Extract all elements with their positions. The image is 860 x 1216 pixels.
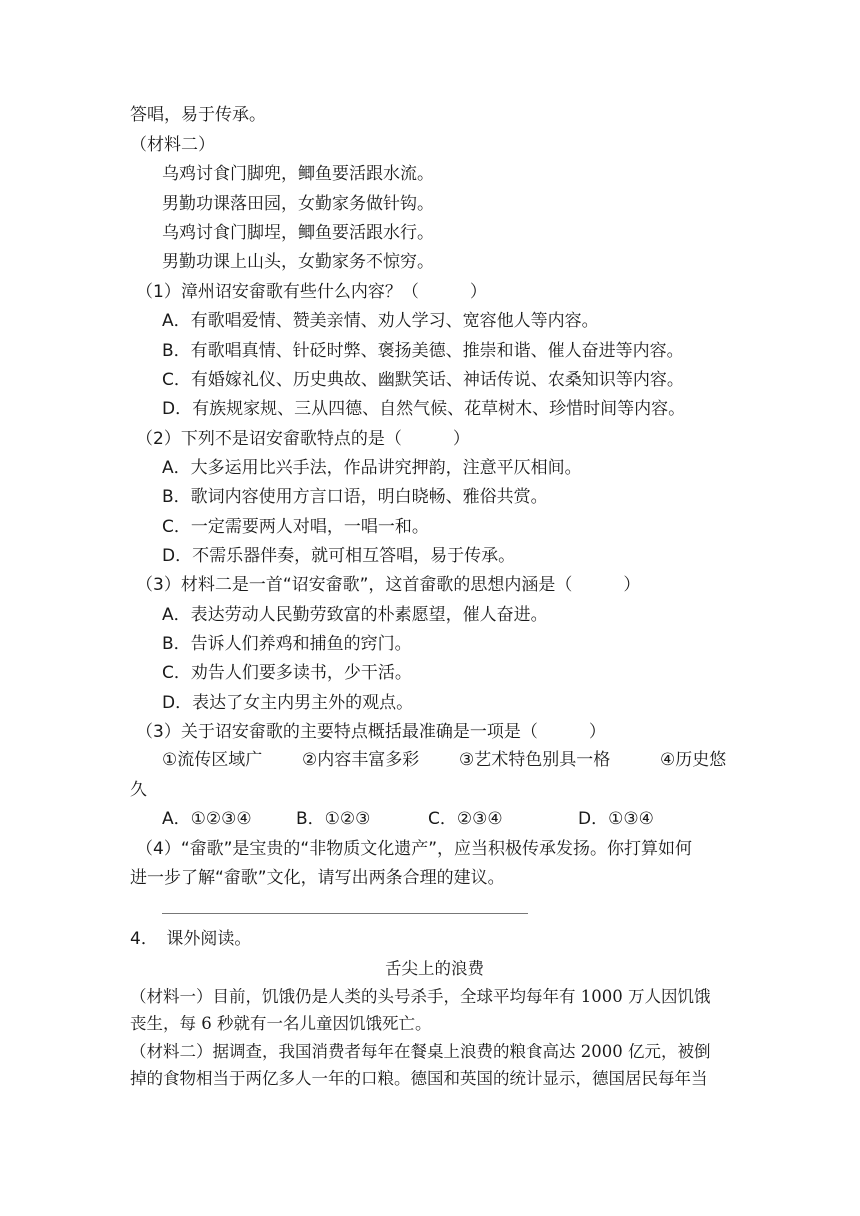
option-b[interactable]: B．歌词内容使用方言口语，明白晓畅、雅俗共赏。 xyxy=(162,487,548,507)
option-d[interactable]: D．有族规家规、三从四德、自然气候、花草树木、珍惜时间等内容。 xyxy=(162,399,686,419)
option-d[interactable]: D．不需乐器伴奏，就可相互答唱，易于传承。 xyxy=(162,546,516,566)
feature-item: ①流传区域广 xyxy=(162,750,263,770)
passage-line: 答唱，易于传承。 xyxy=(130,105,266,125)
paragraph: （材料二）据调查，我国消费者每年在餐桌上浪费的粮食高达 2000 亿元，被倒 xyxy=(130,1042,711,1061)
song-line: 乌鸡讨食门脚兜，鲫鱼要活跟水流。 xyxy=(162,164,434,184)
question-stem: （3）材料二是一首“诏安畲歌”，这首畲歌的思想内涵是（ ） xyxy=(136,575,641,595)
song-line: 乌鸡讨食门脚埕，鲫鱼要活跟水行。 xyxy=(162,223,434,243)
option-c[interactable]: C．有婚嫁礼仪、历史典故、幽默笑话、神话传说、农桑知识等内容。 xyxy=(162,370,684,390)
article-title: 舌尖上的浪费 xyxy=(385,959,484,978)
option-d[interactable]: D．①③④ xyxy=(578,809,654,829)
option-c[interactable]: C．②③④ xyxy=(428,809,503,829)
question-stem-continued: 进一步了解“畲歌”文化，请写出两条合理的建议。 xyxy=(130,868,505,888)
option-b[interactable]: B．①②③ xyxy=(296,809,371,829)
feature-item-continued: 久 xyxy=(130,780,147,800)
option-b[interactable]: B．告诉人们养鸡和捕鱼的窍门。 xyxy=(162,634,412,654)
question-stem: （1）漳州诏安畲歌有些什么内容？（ ） xyxy=(136,282,487,302)
section-heading: 4． 课外阅读。 xyxy=(130,929,252,949)
paragraph: 丧生，每 6 秒就有一名儿童因饥饿死亡。 xyxy=(130,1014,432,1033)
option-b[interactable]: B．有歌唱真情、针砭时弊、褒扬美德、推崇和谐、催人奋进等内容。 xyxy=(162,341,684,361)
feature-item: ②内容丰富多彩 xyxy=(302,750,420,770)
option-a[interactable]: A．①②③④ xyxy=(162,809,252,829)
answer-blank[interactable] xyxy=(162,913,528,914)
feature-item: ④历史悠 xyxy=(660,750,727,770)
option-a[interactable]: A．有歌唱爱情、赞美亲情、劝人学习、宽容他人等内容。 xyxy=(162,311,599,331)
paragraph: 掉的食物相当于两亿多人一年的口粮。德国和英国的统计显示，德国居民每年当 xyxy=(130,1069,708,1088)
question-stem: （2）下列不是诏安畲歌特点的是（ ） xyxy=(136,429,470,449)
song-line: 男勤功课落田园，女勤家务做针钩。 xyxy=(162,194,434,214)
option-c[interactable]: C．一定需要两人对唱，一唱一和。 xyxy=(162,517,429,537)
question-stem: （4）“畲歌”是宝贵的“非物质文化遗产”，应当积极传承发扬。你打算如何 xyxy=(136,839,693,859)
material-label: （材料二） xyxy=(130,135,215,155)
question-stem: （3）关于诏安畲歌的主要特点概括最准确是一项是（ ） xyxy=(136,722,606,742)
option-d[interactable]: D．表达了女主内男主外的观点。 xyxy=(162,693,414,713)
option-a[interactable]: A．表达劳动人民勤劳致富的朴素愿望，催人奋进。 xyxy=(162,605,548,625)
song-line: 男勤功课上山头，女勤家务不惊穷。 xyxy=(162,252,434,272)
option-c[interactable]: C．劝告人们要多读书，少干活。 xyxy=(162,663,412,683)
option-a[interactable]: A．大多运用比兴手法，作品讲究押韵，注意平仄相间。 xyxy=(162,458,582,478)
feature-item: ③艺术特色别具一格 xyxy=(459,750,611,770)
paragraph: （材料一）目前，饥饿仍是人类的头号杀手，全球平均每年有 1000 万人因饥饿 xyxy=(130,987,711,1006)
